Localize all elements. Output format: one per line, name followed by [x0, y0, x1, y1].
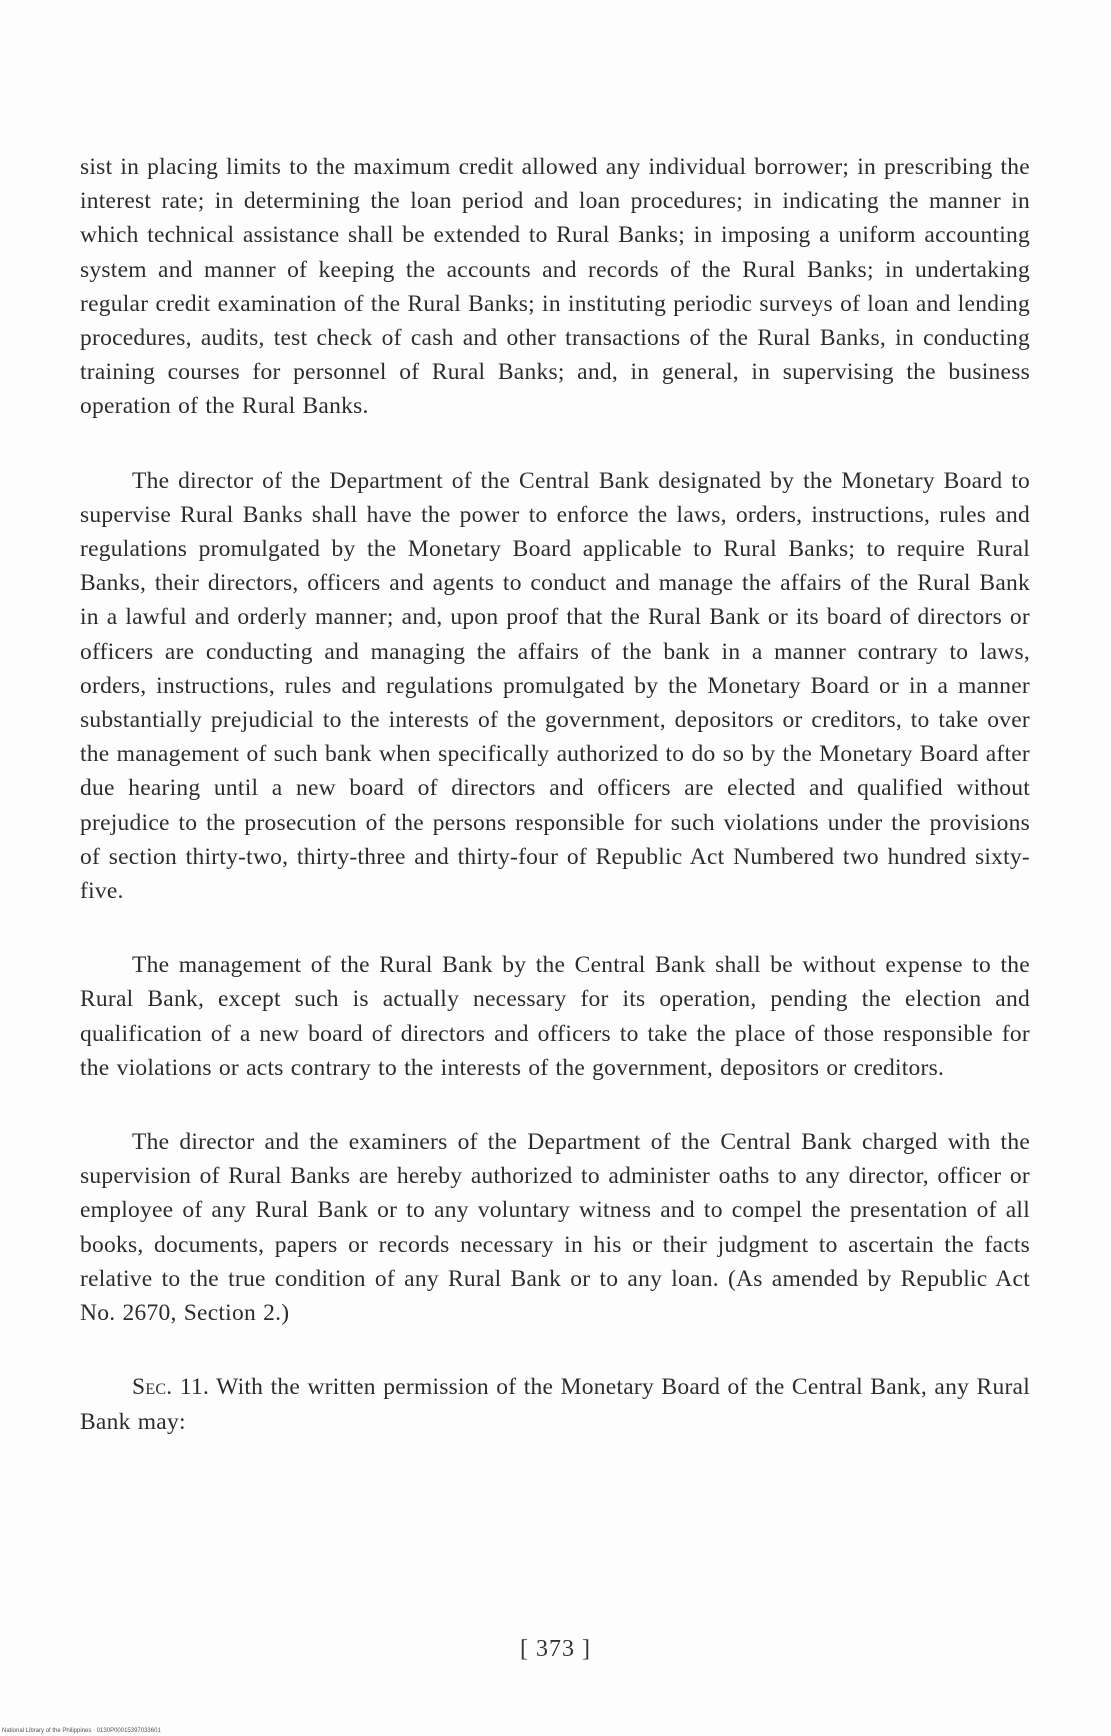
paragraph-section-11 — [80, 1370, 1030, 1438]
paragraph-director-powers: The director of the Department of the Central Bank designated by the Monetary Board to supervise Rural Banks shall have the power to enforce the laws, orders, instructions, rules and regulations promulgated by the Monetary Board applicable to Rural Banks; to require Rural Banks, their directors, officers and agents to conduct and manage the affairs of the Rural Bank in a lawful and orderly manner; and, upon proof that the Rural Bank or its board of directors or officers are conducting and managing the affairs of the bank in a manner contrary to laws, orders, instructions, rules and regulations promulgated by the Monetary Board or in a manner substantially prejudicial to the interests of the government, depositors or creditors, to take over the management of such bank when specifically authorized to do so by the Monetary Board after due hearing until a new board of directors and officers are elected and qualified without prejudice to the prosecution of the persons responsible for such violations under the provisions of section thirty-two, thirty-three and thirty-four of Republic Act Numbered two hundred sixty-five. — [80, 467, 1030, 905]
paragraph-examiners-oaths: The director and the examiners of the Department of the Central Bank charged with the supervision of Rural Banks are hereby authorized to administer oaths to any director, officer or employee of any Rural Bank or to any voluntary witness and to compel the presentation of all books, documents, papers or records necessary in his or their judgment to ascertain the facts relative to the true condition of any Rural Bank or to any loan. (As amended by Republic Act No. 2670, Section 2.) — [80, 1129, 1030, 1327]
footer-credit: National Library of the Philippines · 0130P00015397033601 — [2, 1728, 161, 1734]
section-11-text: With the written permission of the Monetary Board of the Central Bank, any Rural Bank may: — [80, 1374, 1031, 1435]
paragraph-management-expense: The management of the Rural Bank by the Central Bank shall be without expense to the Rural Bank, except such is actually necessary for its operation, pending the election and qualification of a new board of directors and officers to take the place of those responsible for the violations or acts contrary to the interests of the government, depositors or creditors. — [80, 952, 1030, 1081]
section-label: Sec. 11. — [132, 1374, 210, 1401]
page-number: [ 373 ] — [520, 1636, 591, 1662]
paragraph-supervision-scope: sist in placing limits to the maximum credit allowed any individual borrower; in prescribing the interest rate; in determining the loan period and loan procedures; in indicating the manner in which technical assistance shall be extended to Rural Banks; in imposing a uniform accounting system and manner of keeping the accounts and records of the Rural Banks; in undertaking regular credit examination of the Rural Banks; in instituting periodic surveys of loan and lending procedures, audits, test check of cash and other transactions of the Rural Banks, in conducting training courses for personnel of Rural Banks; and, in general, in supervising the business operation of the Rural Banks. — [80, 154, 1030, 420]
body-text — [80, 150, 1030, 1439]
